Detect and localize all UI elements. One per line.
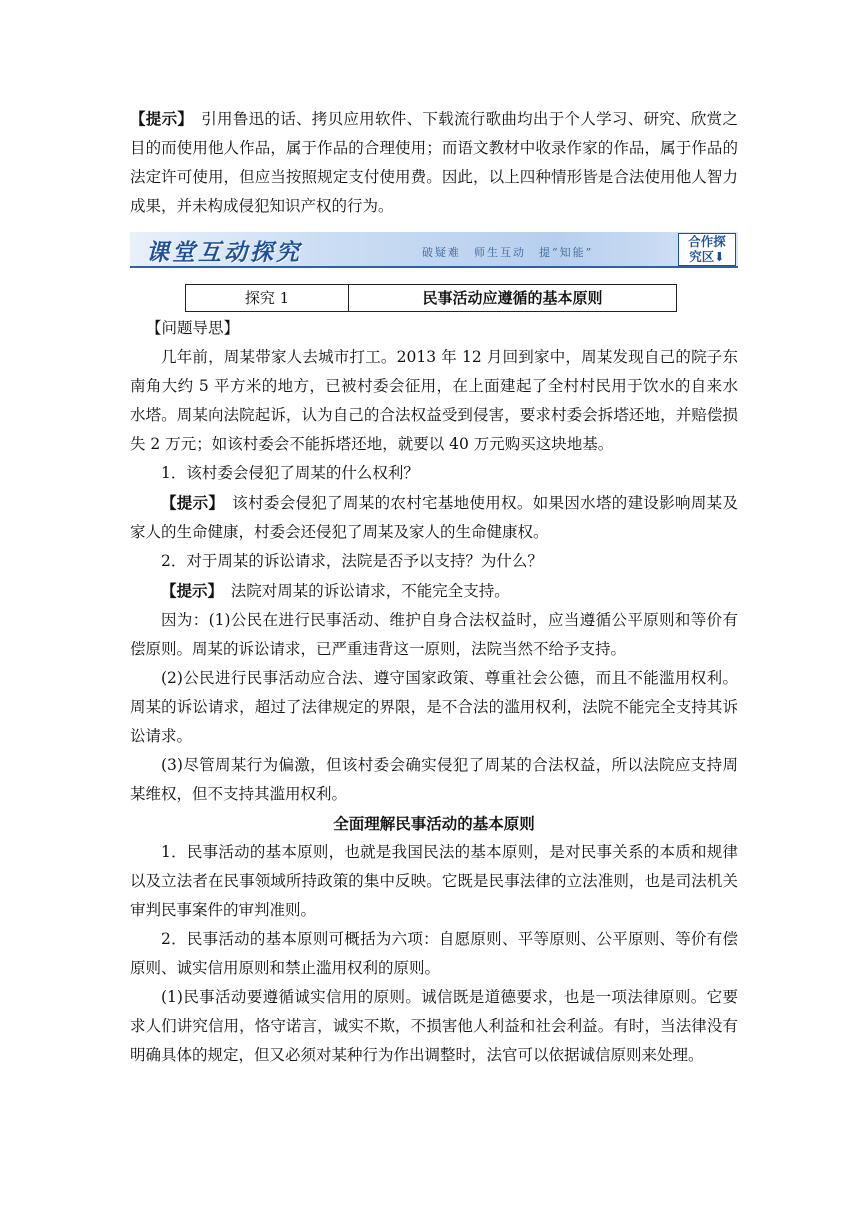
- reason-2: (2)公民进行民事活动应合法、遵守国家政策、尊重社会公德，而且不能滥用权利。周某的诉讼请求，超过了法律规定的界限，是不合法的滥用权利，法院不能完全支持其诉讼请求。: [130, 669, 738, 745]
- answer-2-text: 法院对周某的诉讼请求，不能完全支持。: [215, 582, 510, 600]
- section-paragraph-2: 2．民事活动的基本原则可概括为六项：自愿原则、平等原则、公平原则、等价有偿原则、诚实信用原则和禁止滥用权利的原则。: [130, 930, 738, 977]
- answer-2-label: 【提示】: [161, 581, 216, 600]
- answer-1-text: 该村委会侵犯了周某的农村宅基地使用权。如果因水塔的建设影响周某及家人的生命健康，村委会还侵犯了周某及家人的生命健康权。: [130, 494, 738, 541]
- banner-badge: [678, 233, 736, 266]
- section-banner: [130, 232, 738, 268]
- document-page: [130, 104, 738, 1070]
- answer-2: [130, 576, 738, 606]
- badge-line-2: 究区⬇: [689, 249, 725, 264]
- tip-label: 【提示】: [130, 109, 186, 128]
- section-paragraph-1: 1．民事活动的基本原则，也就是我国民法的基本原则，是对民事关系的本质和规律以及立法者在民事领域所持政策的集中反映。它既是民事法律的立法准则，也是司法机关审判民事案件的审判准则。: [130, 843, 738, 919]
- answer-1: [130, 488, 738, 547]
- answer-1-label: 【提示】: [161, 493, 217, 512]
- explore-label: 探究 1: [186, 285, 349, 311]
- badge-line-1: 合作探: [688, 234, 726, 249]
- section-title: 全面理解民事活动的基本原则: [333, 814, 535, 833]
- section-paragraph-3: (1)民事活动要遵循诚实信用的原则。诚信既是道德要求，也是一项法律原则。它要求人们讲究信用，恪守诺言，诚实不欺，不损害他人利益和社会利益。有时，当法律没有明确具体的规定，但又必须对某种行为作出调整时，法官可以依据诚信原则来处理。: [130, 988, 738, 1064]
- tip-text: 引用鲁迅的话、拷贝应用软件、下载流行歌曲均出于个人学习、研究、欣赏之目的而使用他人作品，属于作品的合理使用；而语文教材中收录作家的作品，属于作品的法定许可使用，但应当按照规定支付使用费。因此，以上四种情形皆是合法使用他人智力成果，并未构成侵犯知识产权的行为。: [130, 110, 738, 215]
- reason-1: 因为：(1)公民在进行民事活动、维护自身合法权益时，应当遵循公平原则和等价有偿原则。周某的诉讼请求，已严重违背这一原则，法院当然不给予支持。: [130, 611, 738, 658]
- guide-heading: 【问题导思】: [146, 319, 240, 337]
- question-1: 1．该村委会侵犯了周某的什么权利？: [161, 464, 419, 482]
- explore-topic: 民事活动应遵循的基本原则: [422, 289, 603, 307]
- banner-title: 课堂互动探究: [146, 239, 302, 266]
- explore-table: [185, 284, 677, 312]
- question-2: 2．对于周某的诉讼请求，法院是否予以支持？为什么？: [161, 552, 543, 570]
- case-paragraph: 几年前，周某带家人去城市打工。2013 年 12 月回到家中，周某发现自己的院子东南角大约 5 平方米的地方，已被村委会征用，在上面建起了全村村民用于饮水的自来水水塔。周某向法院起诉，认为自己的合法权益受到侵害，要求村委会拆塔还地，并赔偿损失 2 万元；如该村委会不能拆塔还地，就要以 40 万元购买这块地基。: [130, 348, 738, 453]
- intro-paragraph: [130, 104, 738, 221]
- banner-subtitle: 破疑难 师生互动 提“知能”: [422, 246, 594, 259]
- reason-3: (3)尽管周某行为偏激，但该村委会确实侵犯了周某的合法权益，所以法院应支持周某维权，但不支持其滥用权利。: [130, 756, 738, 803]
